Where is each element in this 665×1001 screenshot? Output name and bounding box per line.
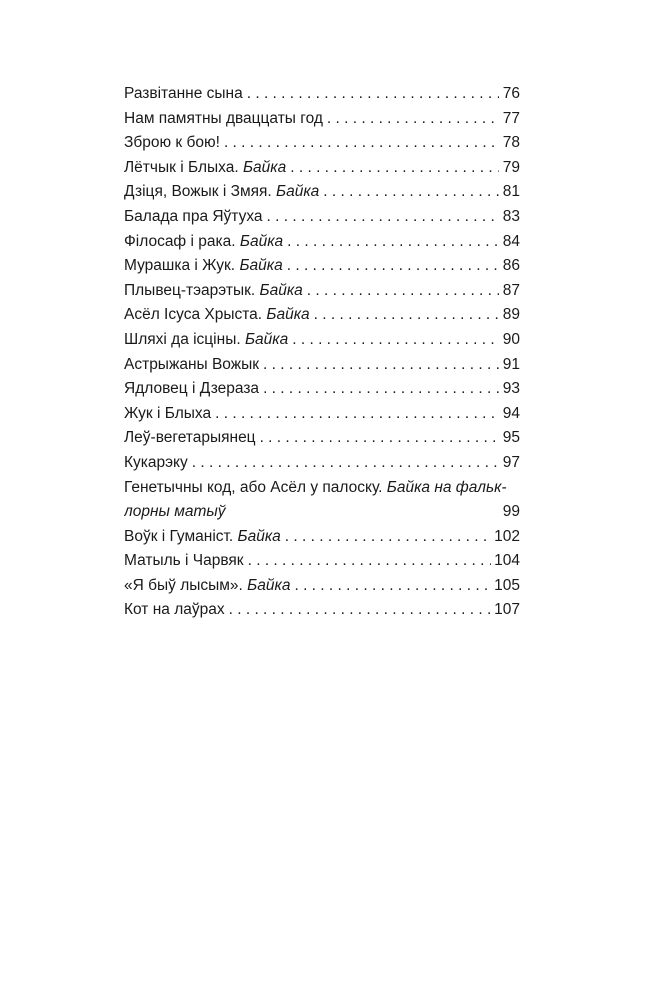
toc-leader-dots	[307, 279, 499, 304]
toc-entry-title: Кот на лаўрах	[124, 601, 225, 619]
toc-entry	[124, 107, 520, 132]
toc-entry-title: Леў-вегетарыянец	[124, 429, 256, 447]
toc-entry-genre: Байка	[244, 330, 289, 348]
toc-entry-title: «Я быў лысым». Байка	[124, 576, 291, 594]
toc-leader-dots	[260, 426, 499, 451]
toc-leader-dots	[224, 131, 499, 156]
toc-page-number: 76	[502, 85, 520, 102]
toc-entry	[124, 131, 520, 156]
toc-page-number: 84	[502, 232, 520, 250]
toc-entry-title: Зброю к бою!	[124, 134, 220, 152]
toc-entry-title: Развітанне сына	[124, 85, 243, 102]
toc-leader-dots	[285, 525, 491, 550]
toc-entry-genre: Байка	[239, 232, 284, 250]
toc-entry-genre: Байка	[247, 576, 291, 594]
toc-page-number: 99	[502, 503, 520, 521]
toc-page-number: 105	[494, 576, 520, 594]
toc-entry	[124, 180, 520, 205]
toc-entry-title: Лётчык і Блыха. Байка	[124, 158, 287, 176]
toc-entry-title: Астрыжаны Вожык	[124, 355, 260, 373]
toc-page-number: 87	[502, 281, 520, 299]
toc-entry-genre: Байка	[276, 183, 320, 201]
toc-page-number: 104	[494, 552, 520, 570]
toc-entry	[124, 279, 520, 304]
toc-entry	[124, 402, 520, 427]
toc-leader-dots	[263, 353, 499, 378]
toc-entry	[124, 549, 520, 574]
toc-leader-dots	[292, 328, 499, 353]
toc-entry-genre: Байка на фальк-	[386, 478, 507, 496]
toc-entry	[124, 230, 520, 255]
toc-entry-title: Плывец-тэарэтык. Байка	[124, 281, 303, 299]
toc-leader-dots	[290, 156, 499, 181]
toc-leader-dots	[294, 574, 491, 599]
toc-entry-multiline	[124, 476, 520, 525]
toc-entry-title: Жук і Блыха	[124, 404, 212, 422]
toc-entry-title: Асёл Ісуса Хрыста. Байка	[124, 306, 310, 324]
toc-entry-title: Ядловец і Дзераза	[124, 380, 260, 398]
toc-leader-dots	[248, 549, 492, 574]
toc-entry-genre: Байка	[242, 158, 287, 176]
toc-leader-dots	[327, 107, 499, 132]
toc-entry	[124, 156, 520, 181]
toc-leader-dots	[192, 451, 499, 476]
toc-page-number: 97	[502, 453, 520, 471]
toc-entry	[124, 598, 520, 623]
toc-entry	[124, 426, 520, 451]
toc-leader-dots	[215, 402, 499, 427]
toc-leader-dots	[267, 205, 499, 230]
toc-leader-dots	[263, 377, 499, 402]
toc-entry-title: Матыль і Чарвяк	[124, 552, 244, 570]
toc-entry-title: Дзіця, Вожык і Змяя. Байка	[124, 183, 320, 201]
toc-page-number: 91	[502, 355, 520, 373]
toc-page-number: 83	[502, 207, 520, 225]
toc-entry	[124, 303, 520, 328]
toc-page-number: 102	[494, 527, 520, 545]
toc-page-number: 89	[502, 306, 520, 324]
toc-page-number: 78	[502, 134, 520, 152]
toc-entry-genre: Байка	[266, 306, 310, 324]
toc-entry	[124, 574, 520, 599]
toc-entry	[124, 353, 520, 378]
toc-leader-dots	[287, 254, 499, 279]
toc-page-number: 93	[502, 380, 520, 398]
toc-entry-genre: Байка	[237, 527, 281, 545]
toc-entry	[124, 377, 520, 402]
toc-page-number: 94	[502, 404, 520, 422]
toc-page-number: 90	[502, 330, 520, 348]
toc-entry	[124, 525, 520, 550]
toc-entry-title-line2	[124, 500, 520, 525]
toc-entry-title: Генетычны код, або Асёл у палоску.	[124, 478, 383, 496]
toc-page-number: 95	[502, 429, 520, 447]
toc-leader-dots	[247, 82, 499, 107]
toc-entry-title: Шляхі да ісціны. Байка	[124, 330, 289, 348]
toc-entry-genre: Байка	[239, 257, 283, 275]
toc-entry-genre-continued: лорны матыў	[124, 503, 226, 521]
toc-entry	[124, 205, 520, 230]
toc-page-number: 107	[494, 601, 520, 619]
toc-entry-title: Балада пра Яўтуха	[124, 207, 263, 225]
toc-leader-dots	[229, 598, 492, 623]
toc-page-number: 79	[502, 158, 520, 176]
toc-entry	[124, 254, 520, 279]
toc-entry-title: Кукарэку	[124, 453, 188, 471]
toc-entry	[124, 328, 520, 353]
toc-entry-genre: Байка	[259, 281, 303, 299]
toc-leader-dots	[314, 303, 499, 328]
toc-page-number: 81	[502, 183, 520, 201]
toc-entry	[124, 451, 520, 476]
toc-entry-title: Філосаф і рака. Байка	[124, 232, 284, 250]
toc-entry-title: Воўк і Гуманіст. Байка	[124, 527, 281, 545]
toc-page-number: 86	[502, 257, 520, 275]
toc-entry-title-line1	[124, 476, 520, 501]
toc-entry-title: Нам памятны дваццаты год	[124, 109, 323, 127]
toc-entry-title: Мурашка і Жук. Байка	[124, 257, 283, 275]
toc-page-number: 77	[502, 109, 520, 127]
toc-leader-dots	[287, 230, 499, 255]
toc-leader-dots	[323, 180, 499, 205]
toc-entry	[124, 82, 520, 107]
table-of-contents	[124, 82, 520, 623]
